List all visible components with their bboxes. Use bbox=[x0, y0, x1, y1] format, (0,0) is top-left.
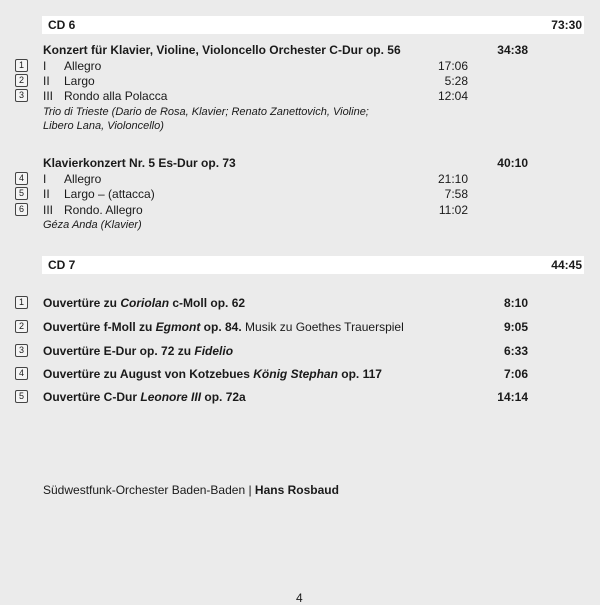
track-duration: 6:33 bbox=[503, 344, 528, 358]
track-number-badge: 5 bbox=[15, 390, 28, 403]
track-duration: 8:10 bbox=[503, 296, 528, 310]
track-number-badge: 4 bbox=[15, 367, 28, 380]
track-number-badge: 2 bbox=[15, 74, 28, 87]
track-number-badge: 4 bbox=[15, 172, 28, 185]
work-duration: 40:10 bbox=[497, 156, 528, 170]
cd7-total-duration: 44:45 bbox=[551, 258, 582, 272]
movement-name: Rondo alla Polacca bbox=[64, 89, 168, 103]
track-duration: 9:05 bbox=[503, 320, 528, 334]
track-number-badge: 1 bbox=[15, 59, 28, 72]
track-title: Ouvertüre E-Dur op. 72 zu Fidelio bbox=[43, 344, 234, 358]
movement-name: Largo – (attacca) bbox=[64, 187, 155, 201]
movement-time: 12:04 bbox=[437, 89, 468, 103]
orchestra-name: Südwestfunk-Orchester Baden-Baden bbox=[43, 483, 246, 497]
movement-time: 5:28 bbox=[444, 74, 468, 88]
conductor-name: Hans Rosbaud bbox=[254, 483, 339, 497]
movement-numeral: III bbox=[43, 89, 54, 103]
movement-name: Largo bbox=[64, 74, 95, 88]
track-duration: 7:06 bbox=[503, 367, 528, 381]
movement-time: 21:10 bbox=[437, 172, 468, 186]
cd7-header-bar bbox=[42, 256, 584, 274]
page-number: 4 bbox=[296, 591, 303, 605]
track-title: Ouvertüre C-Dur Leonore III op. 72a bbox=[43, 390, 246, 404]
cd6-header-bar bbox=[42, 16, 584, 34]
movement-name: Allegro bbox=[64, 59, 102, 73]
performers: Géza Anda (Klavier) bbox=[43, 219, 142, 231]
movement-numeral: I bbox=[43, 172, 47, 186]
movement-time: 7:58 bbox=[444, 187, 468, 201]
cd7-label: CD 7 bbox=[48, 258, 76, 272]
track-title: Ouvertüre zu August von Kotzebues König Stephan op. 117 bbox=[43, 367, 382, 381]
work-title: Klavierkonzert Nr. 5 Es-Dur op. 73 bbox=[43, 156, 236, 170]
movement-numeral: I bbox=[43, 59, 47, 73]
movement-numeral: II bbox=[43, 74, 50, 88]
track-number-badge: 6 bbox=[15, 203, 28, 216]
movement-name: Rondo. Allegro bbox=[64, 203, 143, 217]
cd6-total-duration: 73:30 bbox=[551, 18, 582, 32]
credits-line bbox=[43, 483, 339, 498]
track-duration: 14:14 bbox=[497, 390, 528, 404]
track-title: Ouvertüre zu Coriolan c-Moll op. 62 bbox=[43, 296, 246, 310]
movement-time: 17:06 bbox=[437, 59, 468, 73]
movement-name: Allegro bbox=[64, 172, 102, 186]
cd6-label: CD 6 bbox=[48, 18, 76, 32]
work-title: Konzert für Klavier, Violine, Violoncello Orchester C-Dur op. 56 bbox=[43, 43, 401, 57]
movement-time: 11:02 bbox=[438, 203, 468, 217]
performers: Libero Lana, Violoncello) bbox=[43, 120, 164, 132]
movement-numeral: II bbox=[43, 187, 50, 201]
track-number-badge: 1 bbox=[15, 296, 28, 309]
track-title: Ouvertüre f-Moll zu Egmont op. 84. Musik zu Goethes Trauerspiel bbox=[43, 320, 404, 334]
movement-numeral: III bbox=[43, 203, 54, 217]
track-number-badge: 2 bbox=[15, 320, 28, 333]
track-number-badge: 5 bbox=[15, 187, 28, 200]
track-number-badge: 3 bbox=[15, 344, 28, 357]
performers: Trio di Trieste (Dario de Rosa, Klavier; Renato Zanettovich, Violine; bbox=[43, 106, 369, 118]
work-duration: 34:38 bbox=[497, 43, 528, 57]
credits-separator: | bbox=[245, 483, 255, 497]
track-number-badge: 3 bbox=[15, 89, 28, 102]
